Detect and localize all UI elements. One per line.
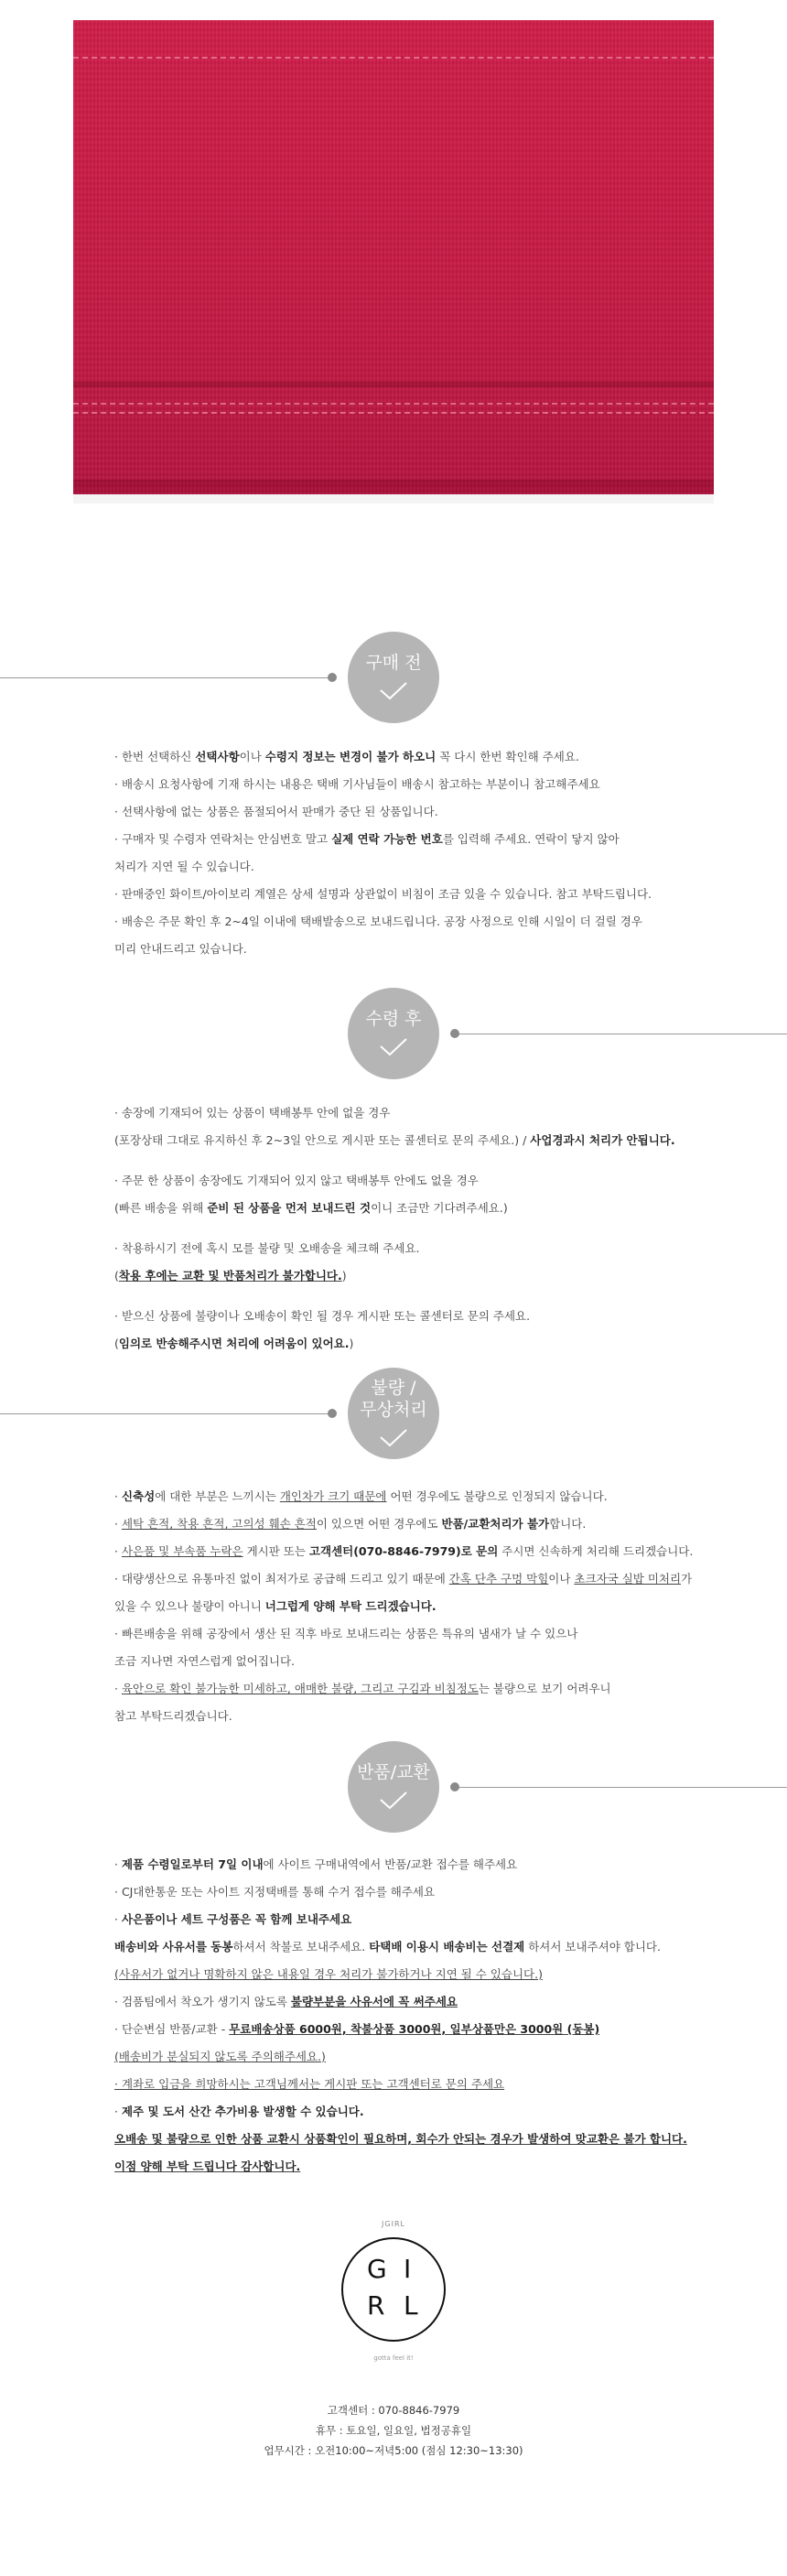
note-text: 준비 된 상품을 먼저 보내드린 것: [207, 1201, 372, 1215]
after-receipt-notes: [114, 1099, 718, 1358]
note-text: 를 입력해 주세요. 연락이 닿지 않아: [442, 832, 620, 846]
section-title-return: 반품/교환: [357, 1762, 430, 1782]
note-text: 이니 조금만 기다려주세요.): [371, 1201, 508, 1215]
note-line: [114, 1303, 718, 1330]
section-badge-defect: [348, 1368, 439, 1459]
return-exchange-notes: [114, 1851, 718, 2181]
note-text: ): [341, 1269, 347, 1283]
note-text: 하셔서 착불로 보내주세요.: [232, 1940, 370, 1954]
note-line: [114, 1648, 718, 1675]
business-hours: 업무시간 : 오전10:00~저녁5:00 (점심 12:30~13:30): [264, 2444, 523, 2457]
note-text: 무료배송상품 6000원, 착불상품 3000원, 일부상품만은 3000원 (동봉): [229, 2022, 600, 2036]
customer-center-phone: 고객센터 : 070-8846-7979: [327, 2404, 460, 2417]
section-title-after: 수령 후: [365, 1009, 422, 1029]
note-line: [114, 1538, 718, 1565]
note-text: 세탁 흔적, 착용 흔적, 고의성 훼손 흔적: [121, 1517, 317, 1531]
brand-tagline: gotta feel it!: [373, 2354, 414, 2362]
note-line: [114, 936, 718, 963]
note-text: 어떤 경우에도 불량으로 인정되지 않습니다.: [386, 1489, 608, 1503]
note-text: 사업경과시 처리가 안됩니다.: [530, 1133, 675, 1147]
divider-dot: [450, 1782, 459, 1791]
note-text: 꼭 다시 한번 확인해 주세요.: [436, 750, 579, 763]
before-purchase-notes: [114, 743, 718, 963]
section-title-before: 구매 전: [365, 653, 422, 673]
section-badge-after: [348, 988, 439, 1079]
note-line: [114, 1167, 718, 1195]
check-icon: [379, 1037, 408, 1057]
note-text: (: [114, 1337, 119, 1350]
note-text: 있을 수 있으나 불량이 아니니: [114, 1599, 265, 1613]
note-text: · 검품팀에서 착오가 생기지 않도록: [114, 1995, 291, 2008]
note-line: [114, 1593, 718, 1620]
note-text: 이점 양해 부탁 드립니다 감사합니다.: [114, 2159, 301, 2173]
note-text: (포장상태 그대로 유지하신 후 2~3일 안으로 게시판 또는 콜센터로 문의 주세요.) /: [114, 1133, 531, 1147]
note-text: 참고 부탁드리겠습니다.: [114, 1709, 232, 1723]
note-text: (빠른 배송을 위해: [114, 1201, 208, 1215]
note-text: 이나: [548, 1572, 575, 1586]
note-line: [114, 1961, 718, 1988]
note-text: · 송장에 기재되어 있는 상품이 택배봉투 안에 없을 경우: [114, 1106, 391, 1120]
note-text: (배송비가 분실되지 않도록 주의해주세요.): [114, 2050, 326, 2063]
check-icon: [379, 681, 408, 701]
note-text: 에 대한 부분은 느끼시는: [155, 1489, 280, 1503]
note-text: 게시판 또는: [243, 1544, 309, 1558]
note-text: 임의로 반송해주시면 처리에 어려움이 있어요.: [118, 1337, 350, 1350]
note-text: · 한번 선택하신: [114, 750, 196, 763]
note-text: 배송비와 사유서를 동봉: [114, 1940, 233, 1954]
note-text: 사은품이나 세트 구성품은 꼭 함께 보내주세요: [121, 1912, 352, 1926]
note-line: [114, 1988, 718, 2016]
note-line: [114, 1262, 718, 1290]
note-text: 제주 및 도서 산간 추가비용 발생할 수 있습니다.: [121, 2105, 364, 2118]
note-text: ·: [114, 1517, 122, 1531]
brand-small-text: JGIRL: [382, 2220, 405, 2228]
section-badge-before: [348, 632, 439, 723]
note-text: · 빠른배송을 위해 공장에서 생산 된 직후 바로 보내드리는 상품은 특유의 냄새가 날 수 있으나: [114, 1627, 578, 1640]
note-text: 실제 연락 가능한 번호: [331, 832, 443, 846]
note-text: 오배송 및 불량으로 인한 상품 교환시 상품확인이 필요하며, 회수가 안되는 경우가 발생하여 맞교환은 불가 합니다.: [114, 2132, 687, 2146]
note-text: 육안으로 확인 불가능한 미세하고, 애매한 불량, 그리고 구김과 비침정도: [121, 1682, 479, 1695]
note-line: [114, 2126, 718, 2153]
note-text: 간혹 단추 구멍 막힘: [448, 1572, 549, 1586]
note-text: 합니다.: [549, 1517, 587, 1531]
note-line: [114, 743, 718, 771]
note-text: 주시면 신속하게 처리해 드리겠습니다.: [498, 1544, 694, 1558]
note-line: [114, 853, 718, 881]
note-text: 에 사이트 구매내역에서 반품/교환 접수를 해주세요: [263, 1857, 518, 1871]
brand-letter: I: [404, 2254, 412, 2284]
section-title-defect: [348, 1377, 439, 1421]
note-line: [114, 1878, 718, 1906]
note-line: [114, 826, 718, 853]
note-text: · 배송은 주문 확인 후 2~4일 이내에 택배발송으로 보내드립니다. 공장 사정으로 인해 시일이 더 걸릴 경우: [114, 915, 642, 928]
note-text: 반품/교환처리가 불가: [441, 1517, 550, 1531]
note-text: ·: [114, 1912, 122, 1926]
note-line: [114, 2071, 718, 2098]
section-divider-line: [456, 1787, 787, 1788]
note-text: · 구매자 및 수령자 연락처는 안심번호 말고: [114, 832, 332, 846]
divider-dot: [328, 673, 337, 682]
note-text: 이나: [239, 750, 265, 763]
note-text: (사유서가 없거나 명확하지 않은 내용일 경우 처리가 불가하거나 지연 될 수 있습니다.): [114, 1967, 543, 1981]
note-text: ·: [114, 1682, 122, 1695]
defect-policy-notes: [114, 1483, 718, 1730]
section-divider-line: [0, 1413, 331, 1414]
note-text: 이 있으면 어떤 경우에도: [316, 1517, 442, 1531]
note-line: [114, 1906, 718, 1933]
line-gap: [114, 1290, 718, 1303]
note-text: 착용 후에는 교환 및 반품처리가 불가합니다.: [118, 1269, 342, 1283]
note-text: · 판매중인 화이트/아이보리 계열은 상세 설명과 상관없이 비침이 조금 있을 수 있습니다. 참고 부탁드립니다.: [114, 887, 652, 901]
note-line: [114, 1510, 718, 1538]
note-line: [114, 2016, 718, 2043]
section-divider-line: [0, 677, 331, 678]
note-text: · 받으신 상품에 불량이나 오배송이 확인 될 경우 게시판 또는 콜센터로 문의 주세요.: [114, 1309, 531, 1323]
note-line: [114, 1851, 718, 1878]
section-title-defect-line1: 불량 /: [371, 1378, 416, 1398]
note-text: 초크자국 실밥 미처리: [574, 1572, 682, 1586]
note-text: · 단순변심 반품/교환 -: [114, 2022, 230, 2036]
note-text: · 주문 한 상품이 송장에도 기재되어 있지 않고 택배봉투 안에도 없을 경우: [114, 1174, 479, 1187]
divider-dot: [328, 1409, 337, 1418]
brand-letter: G: [367, 2254, 387, 2284]
note-text: · CJ대한통운 또는 사이트 지정택배를 통해 수거 접수를 해주세요: [114, 1885, 436, 1899]
brand-letter: L: [404, 2290, 418, 2321]
note-text: · 착용하시기 전에 혹시 모를 불량 및 오배송을 체크해 주세요.: [114, 1241, 420, 1255]
note-line: [114, 1483, 718, 1510]
note-text: 타택배 이용시 배송비는 선결제: [369, 1940, 525, 1954]
note-text: 수령지 정보는 변경이 불가 하오니: [264, 750, 437, 763]
note-text: · 대량생산으로 유통마진 없이 최저가로 공급해 드리고 있기 때문에: [114, 1572, 449, 1586]
note-line: [114, 1099, 718, 1127]
product-fabric-photo: [73, 20, 714, 503]
note-text: 하셔서 보내주셔야 합니다.: [524, 1940, 661, 1954]
note-text: 고객센터(070-8846-7979)로 문의: [308, 1544, 499, 1558]
note-line: [114, 1933, 718, 1961]
note-text: ·: [114, 1857, 122, 1871]
note-text: ·: [114, 1489, 122, 1503]
section-title-defect-line2: 무상처리: [360, 1400, 427, 1420]
line-gap: [114, 1154, 718, 1167]
note-line: [114, 1127, 718, 1154]
note-text: 가: [681, 1572, 693, 1586]
brand-letter: R: [367, 2290, 385, 2321]
note-text: 개인차가 크기 때문에: [279, 1489, 387, 1503]
note-text: 신축성: [121, 1489, 156, 1503]
note-line: [114, 1235, 718, 1262]
customer-center-info: [0, 2400, 787, 2461]
section-badge-return: [348, 1741, 439, 1833]
note-text: · 계좌로 입금을 희망하시는 고객님께서는 게시판 또는 고객센터로 문의 주세요: [114, 2077, 505, 2091]
holiday-info: 휴무 : 토요일, 일요일, 법정공휴일: [315, 2424, 472, 2437]
note-line: [114, 1195, 718, 1222]
note-text: 는 불량으로 보기 어려우니: [478, 1682, 611, 1695]
note-line: [114, 2043, 718, 2071]
divider-dot: [450, 1029, 459, 1038]
check-icon: [379, 1428, 408, 1448]
check-icon: [379, 1791, 408, 1811]
note-line: [114, 1330, 718, 1358]
note-text: ): [349, 1337, 354, 1350]
note-line: [114, 908, 718, 936]
note-line: [114, 798, 718, 826]
line-gap: [114, 1222, 718, 1235]
note-text: 사은품 및 부속품 누락은: [121, 1544, 243, 1558]
note-line: [114, 1620, 718, 1648]
note-line: [114, 2098, 718, 2126]
note-text: 선택사항: [195, 750, 240, 763]
note-text: ·: [114, 2105, 122, 2118]
note-text: 불량부분을 사유서에 꼭 써주세요: [290, 1995, 458, 2008]
note-line: [114, 771, 718, 798]
note-text: 조금 지나면 자연스럽게 없어집니다.: [114, 1654, 296, 1668]
note-text: 제품 수령일로부터 7일 이내: [121, 1857, 264, 1871]
note-text: 미리 안내드리고 있습니다.: [114, 942, 247, 956]
note-line: [114, 1675, 718, 1703]
note-text: · 선택사항에 없는 상품은 품절되어서 판매가 중단 된 상품입니다.: [114, 805, 438, 818]
note-line: [114, 1703, 718, 1730]
note-line: [114, 2153, 718, 2181]
note-text: ·: [114, 1544, 122, 1558]
note-text: · 배송시 요청사항에 기재 하시는 내용은 택배 기사님들이 배송시 참고하는 부분이니 참고해주세요: [114, 777, 600, 791]
note-text: (: [114, 1269, 119, 1283]
note-line: [114, 881, 718, 908]
note-text: 처리가 지연 될 수 있습니다.: [114, 860, 254, 873]
note-text: 너그럽게 양해 부탁 드리겠습니다.: [264, 1599, 437, 1613]
brand-logo: [341, 2237, 446, 2342]
note-line: [114, 1565, 718, 1593]
